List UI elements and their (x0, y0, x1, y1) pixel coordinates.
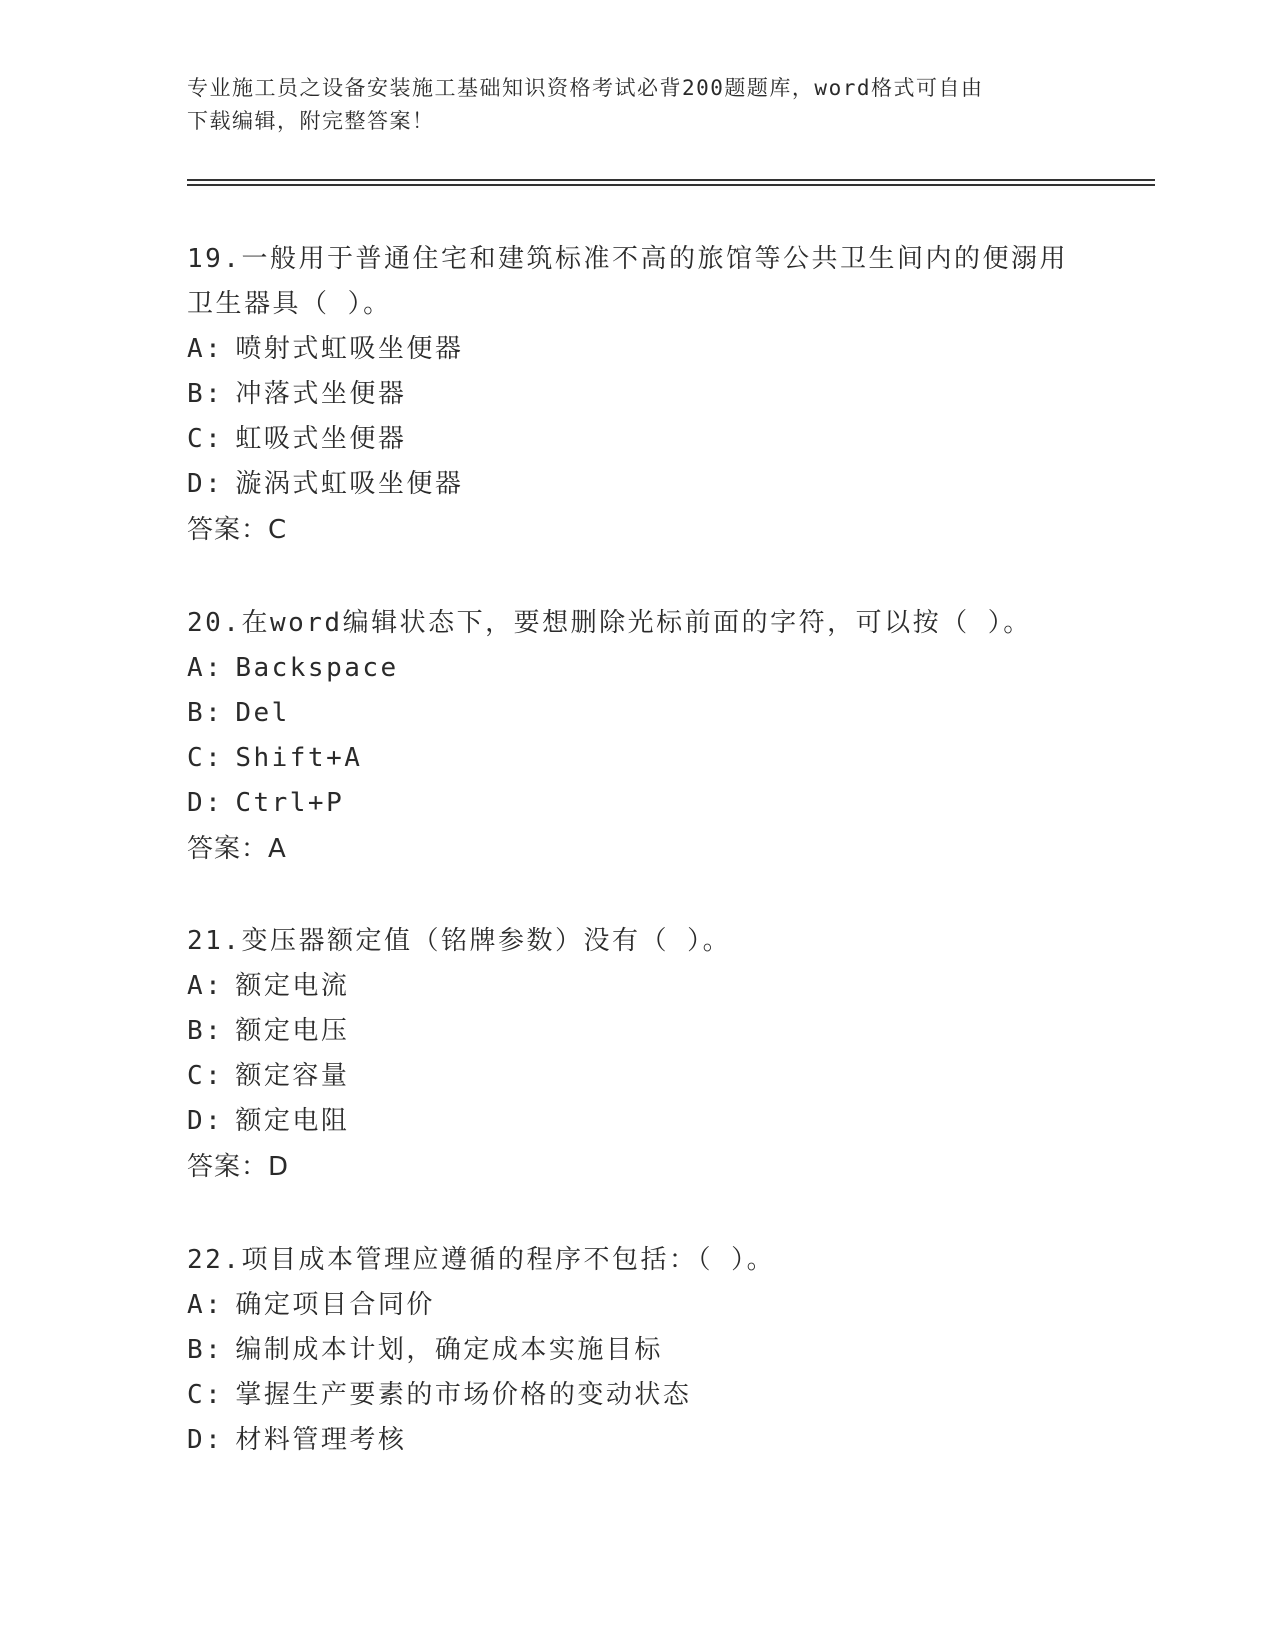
option-c (187, 417, 1087, 462)
option-text: 喷射式虹吸坐便器 (235, 334, 464, 364)
option-d (187, 462, 1087, 507)
option-a (187, 1283, 1087, 1328)
option-d (187, 1099, 1087, 1144)
answer-line: 答案：A (187, 834, 287, 864)
answer-line: 答案：C (187, 515, 288, 545)
option-key: D: (187, 1106, 224, 1136)
question-22 (187, 1238, 1087, 1463)
option-c (187, 1373, 1087, 1418)
option-a (187, 646, 1087, 691)
question-21 (187, 919, 1087, 1190)
question-stem-continued: 卫生器具（ ）。 (187, 289, 392, 319)
option-key: D: (187, 1425, 224, 1455)
header-line-2: 下载编辑，附完整答案！ (187, 109, 435, 133)
option-key: A: (187, 971, 224, 1001)
header-divider-bottom (187, 184, 1155, 186)
option-key: B: (187, 1016, 224, 1046)
option-key: D: (187, 469, 224, 499)
question-stem: 21.变压器额定值（铭牌参数）没有（ ）。 (187, 926, 732, 956)
option-b (187, 1328, 1087, 1373)
option-key: D: (187, 788, 224, 818)
option-key: C: (187, 743, 224, 773)
option-key: C: (187, 1380, 224, 1410)
option-text: Backspace (235, 653, 399, 683)
option-text: Ctrl+P (235, 788, 345, 818)
option-d (187, 781, 1087, 826)
option-text: 额定容量 (235, 1061, 350, 1091)
option-b (187, 372, 1087, 417)
option-text: 材料管理考核 (235, 1425, 407, 1455)
option-text: 漩涡式虹吸坐便器 (235, 469, 464, 499)
option-key: A: (187, 334, 224, 364)
option-text: 额定电压 (235, 1016, 350, 1046)
option-c (187, 1054, 1087, 1099)
header-line-1: 专业施工员之设备安装施工基础知识资格考试必背200题题库，word格式可自由 (187, 76, 984, 100)
option-a (187, 327, 1087, 372)
question-stem: 22.项目成本管理应遵循的程序不包括：（ ）。 (187, 1245, 776, 1275)
question-20 (187, 601, 1087, 872)
option-text: 编制成本计划，确定成本实施目标 (235, 1335, 663, 1365)
option-text: 冲落式坐便器 (235, 379, 407, 409)
option-key: B: (187, 1335, 224, 1365)
question-stem: 19.一般用于普通住宅和建筑标准不高的旅馆等公共卫生间内的便溺用 (187, 244, 1068, 274)
option-text: 虹吸式坐便器 (235, 424, 407, 454)
question-19 (187, 237, 1087, 553)
option-key: C: (187, 1061, 224, 1091)
option-text: 额定电阻 (235, 1106, 350, 1136)
option-key: B: (187, 379, 224, 409)
header-divider-top (187, 179, 1155, 181)
option-key: A: (187, 1290, 224, 1320)
question-stem: 20.在word编辑状态下，要想删除光标前面的字符，可以按（ ）。 (187, 608, 1032, 638)
option-key: C: (187, 424, 224, 454)
option-d (187, 1418, 1087, 1463)
answer-line: 答案：D (187, 1152, 290, 1182)
option-b (187, 1009, 1087, 1054)
option-key: A: (187, 653, 224, 683)
option-b (187, 691, 1087, 736)
option-text: Shift+A (235, 743, 363, 773)
option-a (187, 964, 1087, 1009)
option-text: 掌握生产要素的市场价格的变动状态 (235, 1380, 692, 1410)
option-text: 确定项目合同价 (235, 1290, 435, 1320)
option-text: 额定电流 (235, 971, 350, 1001)
option-text: Del (235, 698, 290, 728)
document-header (187, 72, 1087, 138)
option-key: B: (187, 698, 224, 728)
option-c (187, 736, 1087, 781)
